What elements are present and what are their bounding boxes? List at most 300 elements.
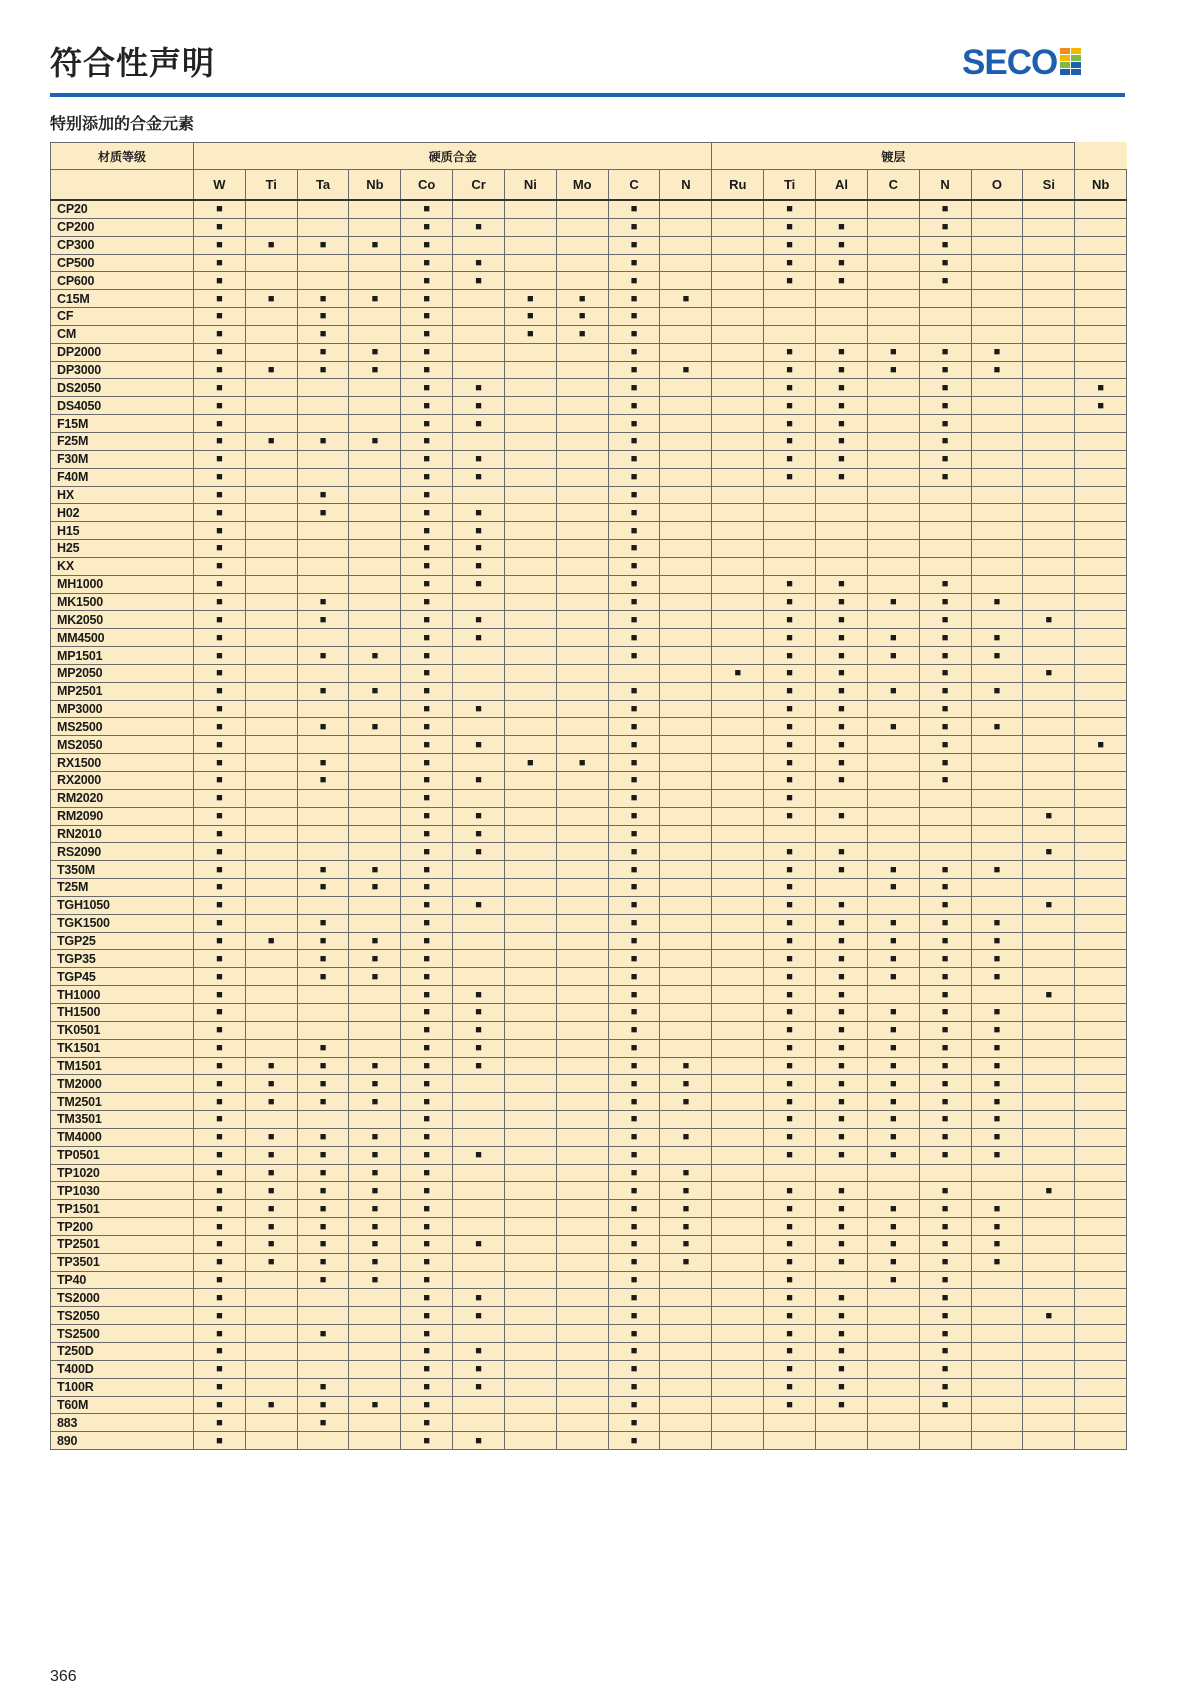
element-cell bbox=[504, 611, 556, 629]
mark-icon: ■ bbox=[267, 435, 275, 448]
mark-icon: ■ bbox=[889, 1256, 897, 1269]
element-cell bbox=[556, 1253, 608, 1271]
element-cell bbox=[867, 1093, 919, 1111]
mark-icon: ■ bbox=[630, 578, 638, 591]
mark-icon: ■ bbox=[423, 524, 431, 537]
element-cell bbox=[712, 1200, 764, 1218]
element-cell bbox=[194, 1235, 246, 1253]
element-cell bbox=[453, 361, 505, 379]
mark-icon: ■ bbox=[423, 899, 431, 912]
table-row bbox=[51, 1021, 1127, 1039]
element-cell bbox=[919, 522, 971, 540]
element-cell bbox=[1075, 432, 1127, 450]
element-cell bbox=[245, 1253, 297, 1271]
element-cell bbox=[245, 950, 297, 968]
mark-icon: ■ bbox=[1045, 1184, 1053, 1197]
element-cell bbox=[816, 611, 868, 629]
grade-cell: CP20 bbox=[51, 200, 194, 218]
element-cell bbox=[971, 718, 1023, 736]
element-cell bbox=[245, 1057, 297, 1075]
mark-icon: ■ bbox=[941, 453, 949, 466]
element-cell bbox=[919, 290, 971, 308]
table-row bbox=[51, 468, 1127, 486]
mark-icon: ■ bbox=[941, 417, 949, 430]
element-cell bbox=[816, 593, 868, 611]
element-cell bbox=[867, 1396, 919, 1414]
element-cell bbox=[971, 200, 1023, 218]
mark-icon: ■ bbox=[838, 738, 845, 751]
element-cell bbox=[919, 1414, 971, 1432]
element-cell bbox=[556, 415, 608, 433]
mark-icon: ■ bbox=[630, 649, 638, 662]
element-cell bbox=[556, 914, 608, 932]
mark-icon: ■ bbox=[216, 1166, 223, 1179]
element-cell bbox=[504, 308, 556, 326]
element-cell bbox=[608, 1325, 660, 1343]
element-cell bbox=[1023, 1307, 1075, 1325]
element-cell bbox=[297, 664, 349, 682]
element-cell bbox=[712, 290, 764, 308]
element-cell bbox=[245, 432, 297, 450]
element-cell bbox=[453, 789, 505, 807]
element-cell bbox=[453, 1003, 505, 1021]
element-cell bbox=[297, 843, 349, 861]
element-cell bbox=[504, 557, 556, 575]
mark-icon: ■ bbox=[682, 1220, 690, 1233]
section-subtitle: 特别添加的合金元素 bbox=[50, 114, 195, 133]
element-cell bbox=[867, 540, 919, 558]
mark-icon: ■ bbox=[941, 1381, 949, 1394]
grade-cell: T100R bbox=[51, 1378, 194, 1396]
element-cell bbox=[1023, 1289, 1075, 1307]
mark-icon: ■ bbox=[371, 1059, 379, 1072]
element-cell bbox=[1023, 1003, 1075, 1021]
mark-icon: ■ bbox=[838, 1345, 845, 1358]
element-cell bbox=[712, 789, 764, 807]
mark-icon: ■ bbox=[838, 1184, 845, 1197]
grade-cell: TK0501 bbox=[51, 1021, 194, 1039]
element-cell bbox=[1023, 968, 1075, 986]
element-cell bbox=[245, 807, 297, 825]
element-cell bbox=[401, 700, 453, 718]
element-cell bbox=[712, 200, 764, 218]
element-cell bbox=[245, 647, 297, 665]
element-cell bbox=[245, 986, 297, 1004]
mark-icon: ■ bbox=[941, 649, 949, 662]
mark-icon: ■ bbox=[941, 399, 949, 412]
element-cell bbox=[816, 1146, 868, 1164]
element-cell bbox=[349, 1325, 401, 1343]
element-cell bbox=[867, 1128, 919, 1146]
element-cell bbox=[245, 236, 297, 254]
mark-icon: ■ bbox=[838, 756, 845, 769]
element-cell bbox=[245, 1378, 297, 1396]
mark-icon: ■ bbox=[475, 774, 482, 787]
mark-icon: ■ bbox=[423, 703, 431, 716]
mark-icon: ■ bbox=[371, 1149, 379, 1162]
element-cell bbox=[867, 450, 919, 468]
mark-icon: ■ bbox=[423, 649, 431, 662]
mark-icon: ■ bbox=[423, 221, 431, 234]
element-cell bbox=[816, 361, 868, 379]
element-cell bbox=[712, 1271, 764, 1289]
element-cell bbox=[349, 1360, 401, 1378]
element-cell bbox=[245, 861, 297, 879]
mark-icon: ■ bbox=[423, 1345, 431, 1358]
mark-icon: ■ bbox=[993, 1024, 1001, 1037]
element-cell bbox=[194, 879, 246, 897]
grade-cell: TP40 bbox=[51, 1271, 194, 1289]
element-cell bbox=[971, 1111, 1023, 1129]
element-cell bbox=[504, 379, 556, 397]
mark-icon: ■ bbox=[527, 310, 534, 323]
grade-cell: H02 bbox=[51, 504, 194, 522]
mark-icon: ■ bbox=[889, 685, 897, 698]
table-row bbox=[51, 1396, 1127, 1414]
element-cell bbox=[712, 682, 764, 700]
mark-icon: ■ bbox=[838, 1327, 845, 1340]
mark-icon: ■ bbox=[319, 613, 327, 626]
element-cell bbox=[1023, 1146, 1075, 1164]
element-cell bbox=[608, 1128, 660, 1146]
element-cell bbox=[401, 1128, 453, 1146]
element-cell bbox=[349, 1075, 401, 1093]
mark-icon: ■ bbox=[993, 1220, 1001, 1233]
table-row bbox=[51, 415, 1127, 433]
mark-icon: ■ bbox=[319, 506, 327, 519]
mark-icon: ■ bbox=[423, 292, 431, 305]
element-cell bbox=[712, 1360, 764, 1378]
mark-icon: ■ bbox=[423, 685, 431, 698]
mark-icon: ■ bbox=[475, 631, 482, 644]
element-cell bbox=[1023, 754, 1075, 772]
mark-icon: ■ bbox=[216, 578, 223, 591]
element-cell bbox=[297, 1396, 349, 1414]
mark-icon: ■ bbox=[630, 1149, 638, 1162]
element-cell bbox=[1075, 468, 1127, 486]
element-cell bbox=[971, 415, 1023, 433]
element-cell bbox=[401, 647, 453, 665]
element-cell bbox=[401, 914, 453, 932]
mark-icon: ■ bbox=[216, 1363, 223, 1376]
mark-icon: ■ bbox=[838, 1238, 845, 1251]
element-cell bbox=[297, 700, 349, 718]
grade-cell: CP600 bbox=[51, 272, 194, 290]
element-cell bbox=[504, 1093, 556, 1111]
element-cell bbox=[608, 1146, 660, 1164]
element-cell bbox=[867, 682, 919, 700]
mark-icon: ■ bbox=[682, 1166, 690, 1179]
mark-icon: ■ bbox=[216, 239, 223, 252]
grade-cell: CM bbox=[51, 325, 194, 343]
element-cell bbox=[556, 932, 608, 950]
mark-icon: ■ bbox=[475, 1291, 482, 1304]
grade-cell: TP200 bbox=[51, 1218, 194, 1236]
table-row bbox=[51, 1039, 1127, 1057]
mark-icon: ■ bbox=[941, 256, 949, 269]
element-cell bbox=[816, 932, 868, 950]
element-cell bbox=[608, 1360, 660, 1378]
mark-icon: ■ bbox=[423, 1291, 431, 1304]
element-cell bbox=[453, 254, 505, 272]
element-cell bbox=[297, 1432, 349, 1450]
element-cell bbox=[867, 361, 919, 379]
mark-icon: ■ bbox=[319, 1042, 327, 1055]
element-cell bbox=[816, 861, 868, 879]
element-cell bbox=[867, 611, 919, 629]
element-cell bbox=[1075, 593, 1127, 611]
element-cell bbox=[764, 379, 816, 397]
element-cell bbox=[504, 700, 556, 718]
mark-icon: ■ bbox=[838, 239, 845, 252]
grade-cell: TGP25 bbox=[51, 932, 194, 950]
element-cell bbox=[1075, 950, 1127, 968]
mark-icon: ■ bbox=[630, 221, 638, 234]
mark-icon: ■ bbox=[941, 720, 949, 733]
mark-icon: ■ bbox=[319, 649, 327, 662]
table-row bbox=[51, 290, 1127, 308]
element-cell bbox=[245, 361, 297, 379]
mark-icon: ■ bbox=[371, 685, 379, 698]
element-cell bbox=[764, 736, 816, 754]
mark-icon: ■ bbox=[371, 1095, 379, 1108]
mark-icon: ■ bbox=[838, 453, 845, 466]
table-row bbox=[51, 1200, 1127, 1218]
element-cell bbox=[401, 772, 453, 790]
element-cell bbox=[1075, 664, 1127, 682]
element-cell bbox=[971, 1235, 1023, 1253]
mark-icon: ■ bbox=[475, 471, 482, 484]
grade-cell: MH1000 bbox=[51, 575, 194, 593]
element-cell bbox=[608, 896, 660, 914]
element-cell bbox=[504, 254, 556, 272]
element-cell bbox=[660, 950, 712, 968]
element-cell bbox=[194, 968, 246, 986]
mark-icon: ■ bbox=[838, 1220, 845, 1233]
element-cell bbox=[919, 968, 971, 986]
element-cell bbox=[712, 1218, 764, 1236]
grade-cell: F25M bbox=[51, 432, 194, 450]
element-cell bbox=[453, 593, 505, 611]
element-cell bbox=[660, 1253, 712, 1271]
mark-icon: ■ bbox=[216, 203, 223, 216]
element-cell bbox=[245, 1075, 297, 1093]
element-cell bbox=[297, 1093, 349, 1111]
mark-icon: ■ bbox=[889, 1006, 897, 1019]
element-cell bbox=[194, 736, 246, 754]
element-cell bbox=[194, 397, 246, 415]
element-cell bbox=[401, 843, 453, 861]
element-cell bbox=[971, 1200, 1023, 1218]
element-cell bbox=[1075, 308, 1127, 326]
element-cell bbox=[504, 1253, 556, 1271]
element-cell bbox=[556, 1164, 608, 1182]
element-cell bbox=[712, 1414, 764, 1432]
element-cell bbox=[453, 879, 505, 897]
element-cell bbox=[245, 308, 297, 326]
element-cell bbox=[504, 629, 556, 647]
element-header: W bbox=[194, 170, 246, 201]
mark-icon: ■ bbox=[423, 453, 431, 466]
element-cell bbox=[608, 932, 660, 950]
element-cell bbox=[297, 1235, 349, 1253]
element-cell bbox=[1023, 1182, 1075, 1200]
element-cell bbox=[867, 1289, 919, 1307]
element-cell bbox=[245, 1325, 297, 1343]
element-cell bbox=[401, 343, 453, 361]
element-cell bbox=[660, 1039, 712, 1057]
element-cell bbox=[1075, 1396, 1127, 1414]
element-cell bbox=[660, 772, 712, 790]
element-cell bbox=[349, 1164, 401, 1182]
element-cell bbox=[297, 290, 349, 308]
mark-icon: ■ bbox=[838, 578, 845, 591]
element-cell bbox=[504, 1057, 556, 1075]
mark-icon: ■ bbox=[941, 970, 949, 983]
mark-icon: ■ bbox=[423, 952, 431, 965]
mark-icon: ■ bbox=[423, 1095, 431, 1108]
element-cell bbox=[816, 986, 868, 1004]
element-cell bbox=[556, 879, 608, 897]
mark-icon: ■ bbox=[216, 506, 223, 519]
element-cell bbox=[971, 1289, 1023, 1307]
element-cell bbox=[816, 1218, 868, 1236]
mark-icon: ■ bbox=[423, 1202, 431, 1215]
mark-icon: ■ bbox=[371, 720, 379, 733]
element-cell bbox=[556, 1039, 608, 1057]
mark-icon: ■ bbox=[630, 453, 638, 466]
mark-icon: ■ bbox=[423, 667, 431, 680]
element-cell bbox=[1023, 379, 1075, 397]
element-cell bbox=[1023, 272, 1075, 290]
mark-icon: ■ bbox=[630, 506, 638, 519]
element-cell bbox=[349, 218, 401, 236]
element-cell bbox=[816, 1360, 868, 1378]
element-cell bbox=[660, 1093, 712, 1111]
mark-icon: ■ bbox=[475, 578, 482, 591]
mark-icon: ■ bbox=[630, 1363, 638, 1376]
element-cell bbox=[608, 754, 660, 772]
mark-icon: ■ bbox=[423, 1398, 431, 1411]
element-cell bbox=[245, 450, 297, 468]
element-cell bbox=[608, 843, 660, 861]
mark-icon: ■ bbox=[682, 1059, 690, 1072]
mark-icon: ■ bbox=[941, 221, 949, 234]
element-cell bbox=[712, 1021, 764, 1039]
mark-icon: ■ bbox=[889, 1059, 897, 1072]
element-cell bbox=[1075, 754, 1127, 772]
mark-icon: ■ bbox=[786, 720, 793, 733]
element-cell bbox=[1075, 361, 1127, 379]
element-cell bbox=[867, 575, 919, 593]
mark-icon: ■ bbox=[786, 970, 793, 983]
element-cell bbox=[712, 968, 764, 986]
mark-icon: ■ bbox=[941, 1131, 949, 1144]
element-cell bbox=[608, 236, 660, 254]
element-cell bbox=[453, 1057, 505, 1075]
element-cell bbox=[608, 950, 660, 968]
mark-icon: ■ bbox=[216, 1381, 223, 1394]
element-cell bbox=[919, 1325, 971, 1343]
element-cell bbox=[504, 1289, 556, 1307]
grade-cell: MS2050 bbox=[51, 736, 194, 754]
mark-icon: ■ bbox=[216, 346, 223, 359]
element-cell bbox=[401, 432, 453, 450]
element-cell bbox=[712, 308, 764, 326]
element-cell bbox=[816, 1343, 868, 1361]
element-cell bbox=[764, 986, 816, 1004]
element-cell bbox=[194, 432, 246, 450]
grade-cell: T250D bbox=[51, 1343, 194, 1361]
mark-icon: ■ bbox=[786, 917, 793, 930]
element-cell bbox=[608, 1057, 660, 1075]
element-cell bbox=[401, 557, 453, 575]
element-cell bbox=[349, 1378, 401, 1396]
element-cell bbox=[971, 896, 1023, 914]
mark-icon: ■ bbox=[475, 1434, 482, 1447]
element-cell bbox=[349, 896, 401, 914]
mark-icon: ■ bbox=[371, 1398, 379, 1411]
element-cell bbox=[504, 718, 556, 736]
element-cell bbox=[919, 343, 971, 361]
element-cell bbox=[556, 397, 608, 415]
element-cell bbox=[660, 1343, 712, 1361]
mark-icon: ■ bbox=[993, 1006, 1001, 1019]
element-cell bbox=[971, 397, 1023, 415]
element-header: Ti bbox=[245, 170, 297, 201]
mark-icon: ■ bbox=[371, 346, 379, 359]
element-cell bbox=[971, 1325, 1023, 1343]
mark-icon: ■ bbox=[630, 917, 638, 930]
mark-icon: ■ bbox=[475, 738, 482, 751]
mark-icon: ■ bbox=[889, 364, 897, 377]
element-cell bbox=[556, 629, 608, 647]
element-cell bbox=[867, 754, 919, 772]
mark-icon: ■ bbox=[216, 1095, 223, 1108]
element-header: Ni bbox=[504, 170, 556, 201]
mark-icon: ■ bbox=[941, 952, 949, 965]
grade-cell: KX bbox=[51, 557, 194, 575]
element-cell bbox=[712, 450, 764, 468]
element-cell bbox=[1075, 1235, 1127, 1253]
element-cell bbox=[504, 1378, 556, 1396]
element-cell bbox=[504, 754, 556, 772]
element-cell bbox=[349, 1003, 401, 1021]
element-cell bbox=[816, 718, 868, 736]
element-cell bbox=[556, 807, 608, 825]
element-cell bbox=[608, 504, 660, 522]
mark-icon: ■ bbox=[267, 364, 275, 377]
element-cell bbox=[816, 200, 868, 218]
table-row bbox=[51, 343, 1127, 361]
mark-icon: ■ bbox=[216, 1416, 223, 1429]
element-cell bbox=[556, 1235, 608, 1253]
element-cell bbox=[453, 1289, 505, 1307]
mark-icon: ■ bbox=[319, 1149, 327, 1162]
element-cell bbox=[1075, 1146, 1127, 1164]
element-cell bbox=[297, 1057, 349, 1075]
element-cell bbox=[349, 879, 401, 897]
element-cell bbox=[971, 432, 1023, 450]
element-cell bbox=[764, 504, 816, 522]
table-row bbox=[51, 807, 1127, 825]
element-cell bbox=[504, 1128, 556, 1146]
element-cell bbox=[712, 504, 764, 522]
element-cell bbox=[919, 950, 971, 968]
mark-icon: ■ bbox=[786, 1149, 793, 1162]
table-row bbox=[51, 1414, 1127, 1432]
element-cell bbox=[867, 879, 919, 897]
